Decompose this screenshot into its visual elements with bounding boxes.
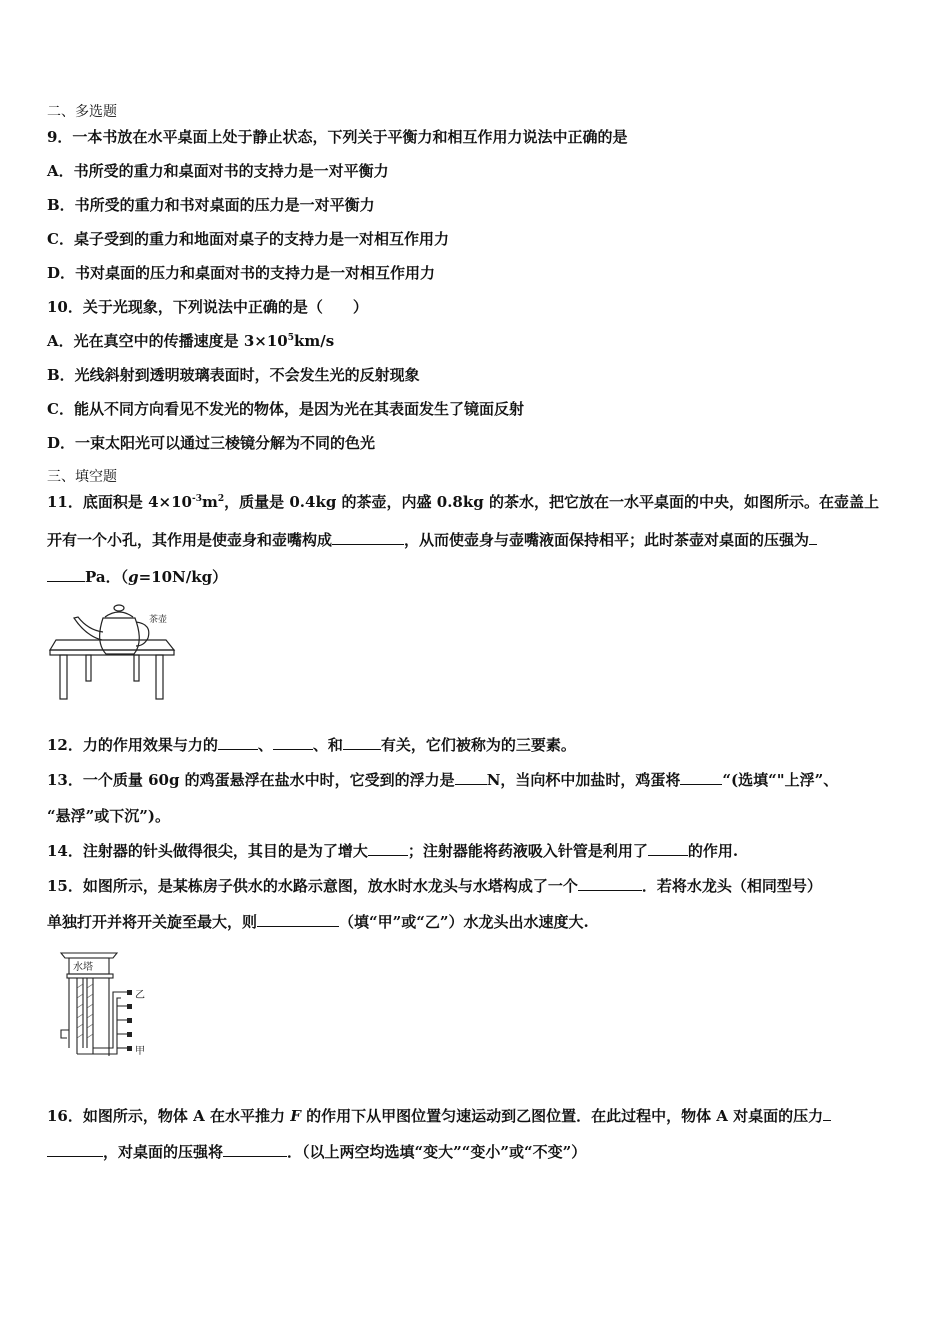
tap-icon xyxy=(127,1018,132,1023)
side-tap xyxy=(61,1030,69,1038)
answer-blank[interactable] xyxy=(368,841,408,856)
answer-blank[interactable] xyxy=(648,841,688,856)
question-10-option-a: A．光在真空中的传播速度是 $3\times 10^5km/s$ xyxy=(47,332,335,350)
section-title-multiple-choice: 二、多选题 xyxy=(47,104,117,120)
answer-blank[interactable] xyxy=(332,530,404,545)
question-9-option-a: A．书所受的重力和桌面对书的支持力是一对平衡力 xyxy=(47,162,389,180)
table-top xyxy=(50,640,174,650)
answer-blank[interactable] xyxy=(823,1106,831,1121)
question-9-stem: 9．一本书放在水平桌面上处于静止状态，下列关于平衡力和相互作用力说法中正确的是 xyxy=(47,128,628,146)
answer-blank[interactable] xyxy=(455,770,487,785)
table-leg xyxy=(156,655,163,699)
answer-blank[interactable] xyxy=(343,735,381,750)
water-tower-figure xyxy=(55,948,165,1070)
answer-blank[interactable] xyxy=(257,912,339,927)
answer-blank[interactable] xyxy=(218,735,258,750)
answer-blank[interactable] xyxy=(578,876,642,891)
section-title-fill-in: 三、填空题 xyxy=(47,469,117,485)
tap-icon xyxy=(127,1004,132,1009)
question-16-line-2: ，对桌面的压强将 ．（以上两空均选填“变大”“变小”或“不变”） xyxy=(47,1142,586,1162)
question-11-line-1: 11．底面积是 $4\times 10^{-3}m^2$，质量是 0.4kg 的茶壶，内盛 0.8kg 的茶水，把它放在一水平桌面的中央，如图所示。在壶盖上 xyxy=(47,493,879,511)
answer-blank[interactable] xyxy=(223,1142,287,1157)
question-10-option-d: D．一束太阳光可以通过三棱镜分解为不同的色光 xyxy=(47,434,376,452)
teapot-label: 茶壶 xyxy=(149,615,168,625)
teapot-body xyxy=(100,618,140,654)
tap-yi-icon xyxy=(127,990,132,995)
teapot-lid xyxy=(105,612,133,617)
question-9-option-b: B．书所受的重力和书对桌面的压力是一对平衡力 xyxy=(47,196,375,214)
question-10-stem: 10．关于光现象，下列说法中正确的是（ ） xyxy=(47,298,368,316)
table-leg xyxy=(86,655,91,681)
question-9-option-c: C．桌子受到的重力和地面对桌子的支持力是一对相互作用力 xyxy=(47,230,449,248)
teapot-on-table-figure xyxy=(48,600,178,702)
question-9-option-d: D．书对桌面的压力和桌面对书的支持力是一对相互作用力 xyxy=(47,264,436,282)
table-leg xyxy=(134,655,139,681)
tap-jia-label: 甲 xyxy=(135,1046,145,1057)
table-leg xyxy=(60,655,67,699)
pipe-hatching xyxy=(77,984,93,1038)
tap-jia-icon xyxy=(127,1046,132,1051)
tower-roof xyxy=(61,953,117,958)
answer-blank[interactable] xyxy=(680,770,722,785)
answer-blank[interactable] xyxy=(809,530,817,545)
answer-blank[interactable] xyxy=(47,567,85,582)
answer-blank[interactable] xyxy=(273,735,313,750)
question-15-line-2: 单独打开并将开关旋至最大，则 （填“甲”或“乙”）水龙头出水速度大. xyxy=(47,913,589,931)
water-tower-label: 水塔 xyxy=(73,962,93,973)
question-14: 14．注射器的针头做得很尖，其目的是为了增大 ；注射器能将药液吸入针管是利用了 的作用. xyxy=(47,842,739,860)
tap-yi-label: 乙 xyxy=(135,990,145,1001)
question-15-line-1: 15．如图所示，是某栋房子供水的水路示意图，放水时水龙头与水塔构成了一个 ．若将水龙头（相同型号） xyxy=(47,877,822,895)
teapot-spout xyxy=(74,617,103,640)
answer-blank[interactable] xyxy=(47,1142,103,1157)
tap-branches xyxy=(117,1006,127,1034)
question-11-line-2: 开有一个小孔，其作用是使壶身和壶嘴构成 ，从而使壶身与壶嘴液面保持相平；此时茶壶对桌面的压强为 xyxy=(47,530,817,550)
question-10-option-c: C．能从不同方向看见不发光的物体，是因为光在其表面发生了镜面反射 xyxy=(47,400,524,418)
question-12: 12．力的作用效果与力的 、 、和 有关，它们被称为的三要素。 xyxy=(47,736,576,754)
tap-icon xyxy=(127,1032,132,1037)
question-16-line-1: 16．如图所示，物体 A 在水平推力 F 的作用下从甲图位置匀速运动到乙图位置．在此过程中，物体 A 对桌面的压力 xyxy=(47,1106,831,1126)
question-11-line-3: Pa．（g=10N/kg） xyxy=(47,567,227,587)
teapot-lid-knob xyxy=(114,605,124,611)
tower-band xyxy=(67,974,113,978)
question-13-line-2: “悬浮”或下沉”)。 xyxy=(47,807,170,825)
question-10-option-b: B．光线斜射到透明玻璃表面时，不会发生光的反射现象 xyxy=(47,366,420,384)
question-13-line-1: 13．一个质量 60g 的鸡蛋悬浮在盐水中时，它受到的浮力是 N，当向杯中加盐时，鸡蛋将 “(选填“"上浮”、 xyxy=(47,771,839,789)
